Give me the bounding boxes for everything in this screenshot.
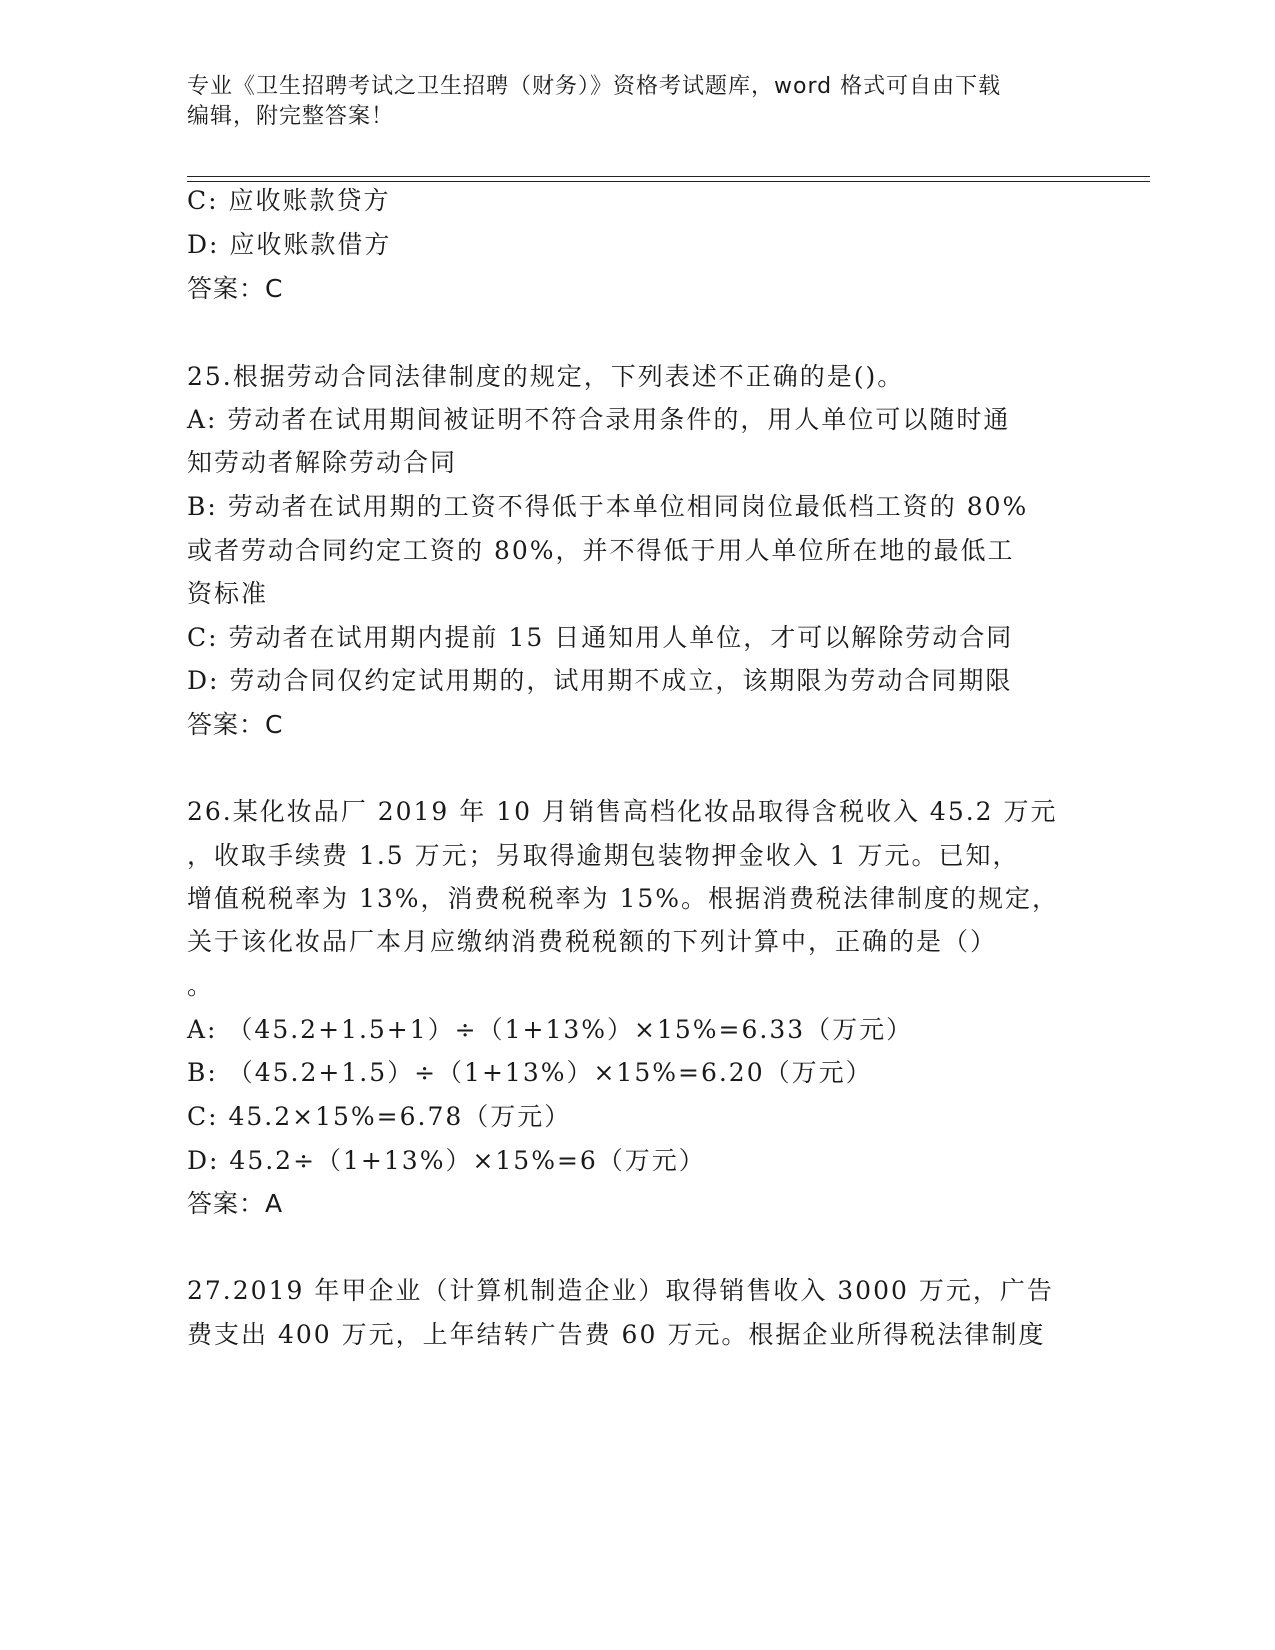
q26-stem-line-5: 。 [187,971,215,1000]
q25-stem: 25.根据劳动合同法律制度的规定，下列表述不正确的是()。 [187,362,905,391]
document-header [187,72,1067,132]
q26-answer: 答案：A [187,1189,284,1218]
q25-option-b-line-1: B: 劳动者在试用期的工资不得低于本单位相同岗位最低档工资的 80% [187,492,1029,521]
q25-option-b-line-3: 资标准 [187,579,269,608]
q26-option-b: B: （45.2+1.5）÷（1+13%）×15%=6.20（万元） [187,1058,873,1087]
header-line-2: 编辑，附完整答案！ [187,104,395,129]
q25-option-a-line-1: A: 劳动者在试用期间被证明不符合录用条件的，用人单位可以随时通 [187,405,1011,434]
q26-option-d: D: 45.2÷（1+13%）×15%=6（万元） [187,1146,706,1175]
q26-stem-line-4: 关于该化妆品厂本月应缴纳消费税税额的下列计算中，正确的是（） [187,927,998,956]
prev-option-d: D: 应收账款借方 [187,230,392,259]
q25-option-b-line-2: 或者劳动合同约定工资的 80%，并不得低于用人单位所在地的最低工 [187,536,1015,565]
q25-option-a-line-2: 知劳动者解除劳动合同 [187,448,458,477]
q25-answer: 答案：C [187,710,284,739]
q26-stem-line-3: 增值税税率为 13%，消费税税率为 15%。根据消费税法律制度的规定， [187,884,1060,913]
header-line-1: 专业《卫生招聘考试之卫生招聘（财务）》资格考试题库，word 格式可自由下载 [187,74,1002,99]
q27-stem-line-2: 费支出 400 万元，上年结转广告费 60 万元。根据企业所得税法律制度 [187,1320,1046,1349]
q25-option-c: C: 劳动者在试用期内提前 15 日通知用人单位，才可以解除劳动合同 [187,623,1014,652]
q26-option-a: A: （45.2+1.5+1）÷（1+13%）×15%=6.33（万元） [187,1015,914,1044]
q26-stem-line-2: ，收取手续费 1.5 万元；另取得逾期包装物押金收入 1 万元。已知， [187,841,1020,870]
q26-stem-line-1: 26.某化妆品厂 2019 年 10 月销售高档化妆品取得含税收入 45.2 万元 [187,797,1058,826]
q27-stem-line-1: 27.2019 年甲企业（计算机制造企业）取得销售收入 3000 万元，广告 [187,1276,1054,1305]
q25-option-d: D: 劳动合同仅约定试用期的，试用期不成立，该期限为劳动合同期限 [187,666,1013,695]
prev-option-c: C: 应收账款贷方 [187,186,391,215]
q26-option-c: C: 45.2×15%=6.78（万元） [187,1102,572,1131]
prev-answer: 答案：C [187,274,284,303]
header-divider-top [187,176,1150,177]
